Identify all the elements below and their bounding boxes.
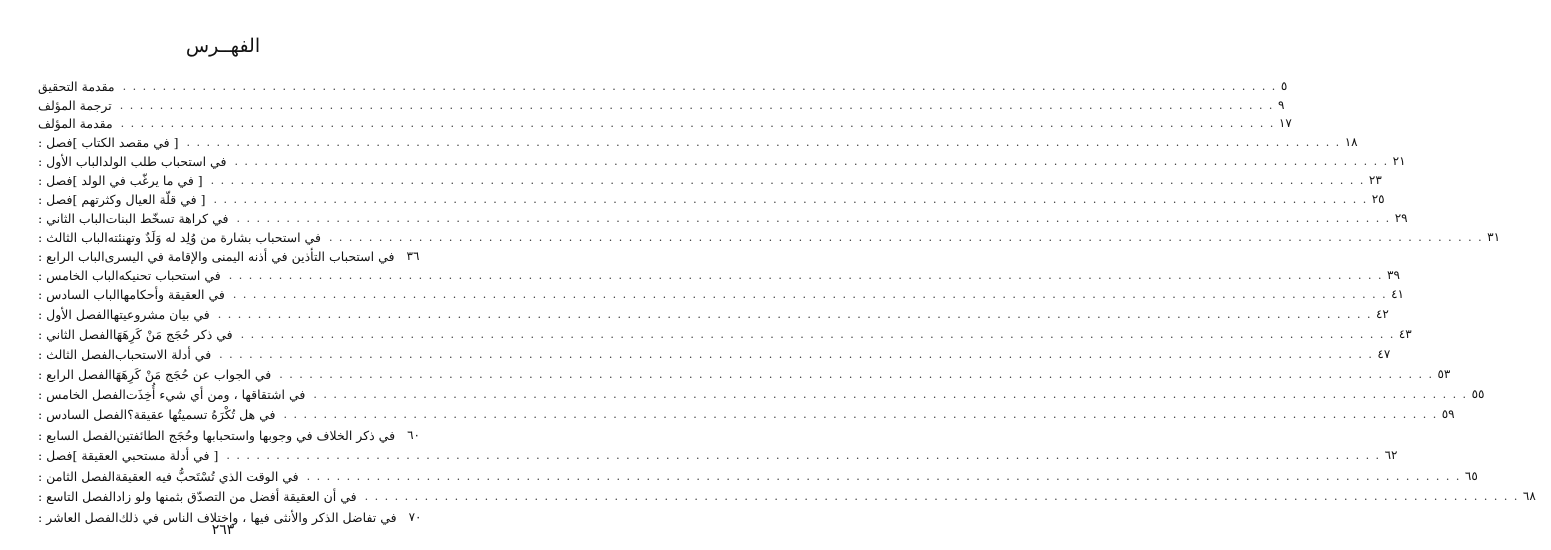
toc-entry-label: الفصل العاشر : (38, 509, 119, 525)
leader-dots (211, 174, 1365, 187)
leader-dots (120, 99, 1274, 112)
toc-entry-page: ٦٥ (1464, 469, 1478, 483)
leader-dots (214, 193, 1368, 206)
leader-dots (121, 117, 1275, 130)
page-number: ٢٦٣ (211, 522, 235, 538)
toc-entry-title: مقدمة المؤلف (38, 115, 113, 131)
leader-dots (313, 388, 1467, 401)
toc-entry-label: الفصل السادس : (38, 406, 128, 422)
leader-dots (229, 269, 1383, 282)
leader-dots (123, 80, 1277, 93)
toc-entry-label: الباب الخامس : (38, 267, 119, 283)
toc-entry (38, 246, 420, 266)
toc-entry (38, 208, 1408, 228)
toc-entry-page: ٢٩ (1394, 211, 1408, 225)
toc-entry-label: الفصل السابع : (38, 427, 117, 443)
toc-entry-title: في الوقت الذي تُسْتَحبُّ فيه العقيقة (115, 468, 299, 484)
toc-entry (38, 227, 1501, 247)
toc-entry (38, 466, 1478, 486)
toc-entry-title: [ في مقصد الكتاب ] (72, 134, 179, 150)
leader-dots (329, 231, 1483, 244)
leader-dots (218, 308, 1372, 321)
toc-entry-page: ٥٣ (1437, 367, 1451, 381)
toc-entry (38, 445, 1398, 465)
toc-entry-label: فصل : (38, 172, 73, 188)
toc-entry (38, 151, 1406, 171)
toc-entry (38, 384, 1485, 404)
toc-entry-page: ٦٢ (1384, 448, 1398, 462)
toc-entry-page: ٤٢ (1375, 307, 1389, 321)
toc-entry-page: ٢١ (1392, 154, 1406, 168)
toc-entry-title: [ في أدلة مستحبي العقيقة ] (72, 447, 219, 463)
toc-entry-label: الفصل الثاني : (38, 326, 113, 342)
toc-entry (38, 95, 1285, 115)
page-title: الفهــرس (185, 35, 261, 57)
toc-entry-label: فصل : (38, 447, 73, 463)
toc-entry-page: ٥٥ (1471, 387, 1485, 401)
leader-dots (226, 449, 1380, 462)
toc-entry (38, 132, 1358, 152)
toc-entry-label: الباب الأول : (38, 153, 103, 169)
toc-entry-page: ٥٩ (1441, 407, 1455, 421)
leader-dots (307, 470, 1461, 483)
toc-entry-label: الفصل التاسع : (38, 488, 117, 504)
toc-entry-title: في استحباب التأذين في أذنه اليمنى والإقامة في اليسرى (104, 248, 395, 264)
leader-dots (365, 490, 1519, 503)
toc-entry-title: مقدمة التحقيق (38, 78, 115, 94)
toc-entry (38, 364, 1451, 384)
leader-dots (219, 348, 1373, 361)
toc-entry-page: ١٨ (1344, 135, 1358, 149)
toc-entry-title: [ في ما يرغّب في الولد ] (72, 172, 203, 188)
toc-entry-page: ٣٦ (406, 249, 420, 263)
leader-dots (234, 155, 1388, 168)
toc-entry (38, 170, 1382, 190)
toc-entry-page: ٢٥ (1371, 192, 1385, 206)
toc-entry (38, 486, 1536, 506)
toc-entry-title: في أدلة الاستحباب (115, 346, 212, 362)
toc-entry-title: ترجمة المؤلف (38, 97, 112, 113)
toc-entry-page: ٤٧ (1377, 347, 1391, 361)
toc-entry-title: في بيان مشروعيتها (109, 306, 210, 322)
toc-entry-title: في استحباب تحنيكه (118, 267, 221, 283)
toc-entry (38, 113, 1292, 133)
toc-entry-title: في اشتقاقها ، ومن أي شيء أُخِذَت (125, 386, 306, 402)
toc-entry (38, 284, 1404, 304)
toc-entry-title: في العقيقة وأحكامها (119, 286, 225, 302)
toc-entry (38, 189, 1385, 209)
toc-entry-page: ٣١ (1487, 230, 1501, 244)
toc-entry (38, 265, 1400, 285)
toc-entry-label: فصل : (38, 134, 73, 150)
toc-entry-page: ٥ (1280, 79, 1288, 93)
toc-entry-page: ٧٠ (408, 510, 422, 524)
toc-entry-title: في الجواب عن حُجَج مَنْ كَرِهَهَا (111, 366, 272, 382)
toc-entry-title: في تفاضل الذكر والأنثى فيها ، واختلاف الناس في ذلك (118, 509, 397, 525)
toc-entry-label: الفصل الأول : (38, 306, 110, 322)
toc-entry-title: في هل تُكْرَهُ تسميتُها عقيقة؟ (127, 406, 276, 422)
toc-entry-label: الباب السادس : (38, 286, 120, 302)
toc-entry (38, 76, 1288, 96)
leader-dots (236, 212, 1390, 225)
leader-dots (241, 328, 1395, 341)
toc-entry (38, 425, 420, 445)
toc-entry-page: ٤١ (1391, 287, 1404, 301)
toc-entry-title: في استحباب طلب الولد (102, 153, 227, 169)
toc-entry-title: في ذكر حُجَج مَنْ كَرِهَهَا (112, 326, 233, 342)
toc-entry (38, 344, 1391, 364)
toc-entry-title: في ذكر الخلاف في وجوبها واستحبابها وحُجَج الطائفتين (116, 427, 396, 443)
toc-entry-page: ٩ (1277, 98, 1285, 112)
toc-entry-label: الفصل الرابع : (38, 366, 112, 382)
toc-entry (38, 304, 1389, 324)
toc-entry-label: الباب الرابع : (38, 248, 105, 264)
toc-entry-page: ٢٣ (1368, 173, 1382, 187)
toc-entry-label: الباب الثالث : (38, 229, 108, 245)
toc-entry (38, 404, 1455, 424)
toc-entry (38, 324, 1412, 344)
toc-entry-page: ٦٠ (407, 428, 420, 442)
toc-entry-title: في كراهة تسخّط البنات (105, 210, 229, 226)
toc-entry-page: ١٧ (1278, 116, 1292, 130)
toc-entry-title: في استحباب بشارة من وُلِد له وَلَدٌ وتهنئته (107, 229, 321, 245)
toc-entry-title: [ في قلّة العيال وكثرتهم ] (72, 191, 206, 207)
toc-entry-page: ٣٩ (1387, 268, 1400, 282)
toc-entry-page: ٦٨ (1522, 489, 1536, 503)
leader-dots (233, 288, 1387, 301)
toc-entry-title: في أن العقيقة أفضل من التصدّق بثمنها ولو زاد (116, 488, 357, 504)
leader-dots (186, 136, 1340, 149)
toc-entry-label: الباب الثاني : (38, 210, 106, 226)
toc-entry-label: الفصل الخامس : (38, 386, 126, 402)
toc-entry-label: فصل : (38, 191, 73, 207)
toc-entry-page: ٤٣ (1398, 327, 1412, 341)
leader-dots (284, 408, 1438, 421)
toc-entry-label: الفصل الثامن : (38, 468, 116, 484)
toc-entry-label: الفصل الثالث : (38, 346, 116, 362)
leader-dots (279, 368, 1433, 381)
